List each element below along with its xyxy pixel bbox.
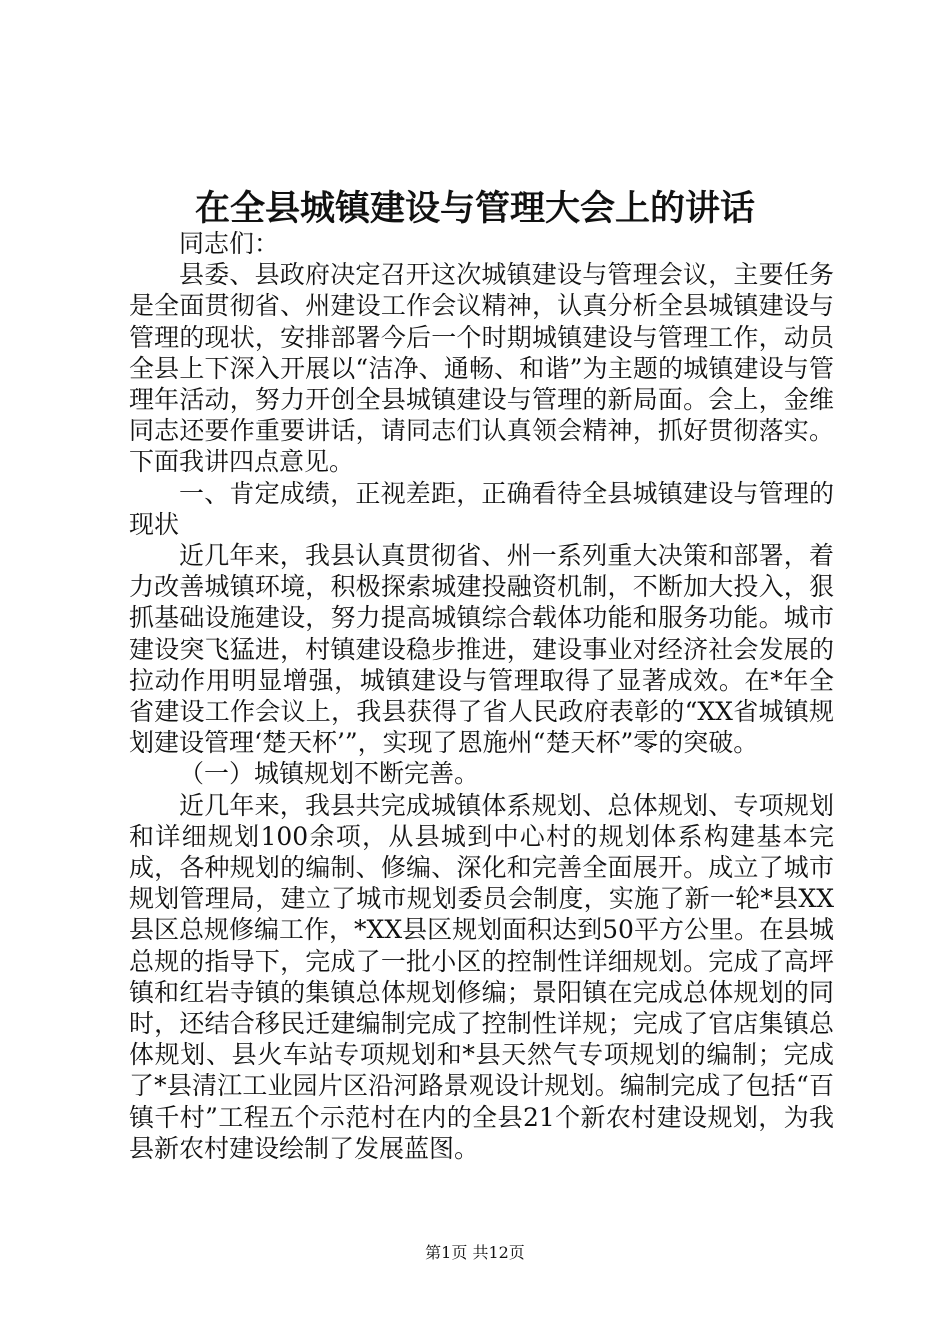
subsection-heading-1: （一）城镇规划不断完善。 <box>179 759 480 789</box>
intro-paragraph: 县委、县政府决定召开这次城镇建设与管理会议，主要任务是全面贯彻省、州建设工作会议精神，认真分析全县城镇建设与管理的现状，安排部署今后一个时期城镇建设与管理工作，动员全县上下深入开展以“洁净、通畅、和谐”为主题的城镇建设与管理年活动，努力开创全县城镇建设与管理的新局面。会上，金维同志还要作重要讲话，请同志们认真领会精神，抓好贯彻落实。下面我讲四点意见。 <box>129 260 834 477</box>
planning-paragraph: 近几年来，我县共完成城镇体系规划、总体规划、专项规划和详细规划100余项，从县城到中心村的规划体系构建基本完成，各种规划的编制、修编、深化和完善全面展开。成立了城市规划管理局，建立了城市规划委员会制度，实施了新一轮*县XX县区总规修编工作，*XX县区规划面积达到50平方公里。在县城总规的指导下，完成了一批小区的控制性详细规划。完成了高坪镇和红岩寺镇的集镇总体规划修编；景阳镇在完成总体规划的同时，还结合移民迁建编制完成了控制性详规；完成了官店集镇总体规划、县火车站专项规划和*县天然气专项规划的编制；完成了*县清江工业园片区沿河路景观设计规划。编制完成了包括“百镇千村”工程五个示范村在内的全县21个新农村建设规划，为我县新农村建设绘制了发展蓝图。 <box>129 790 834 1163</box>
salutation-paragraph: 同志们： <box>179 229 280 258</box>
achievements-paragraph: 近几年来，我县认真贯彻省、州一系列重大决策和部署，着力改善城镇环境，积极探索城建投融资机制，不断加大投入，狠抓基础设施建设，努力提高城镇综合载体功能和服务功能。城市建设突飞猛进，村镇建设稳步推进，建设事业对经济社会发展的拉动作用明显增强，城镇建设与管理取得了显著成效。在*年全省建设工作会议上，我县获得了省人民政府表彰的“XX省城镇规划建设管理‘楚天杯’”，实现了恩施州“楚天杯”零的突破。 <box>129 541 834 758</box>
page-number-footer: 第1页 共12页 <box>425 1243 525 1262</box>
section-heading-1: 一、肯定成绩，正视差距，正确看待全县城镇建设与管理的现状 <box>129 478 834 539</box>
document-title: 在全县城镇建设与管理大会上的讲话 <box>194 188 755 229</box>
document-body <box>129 228 834 1164</box>
